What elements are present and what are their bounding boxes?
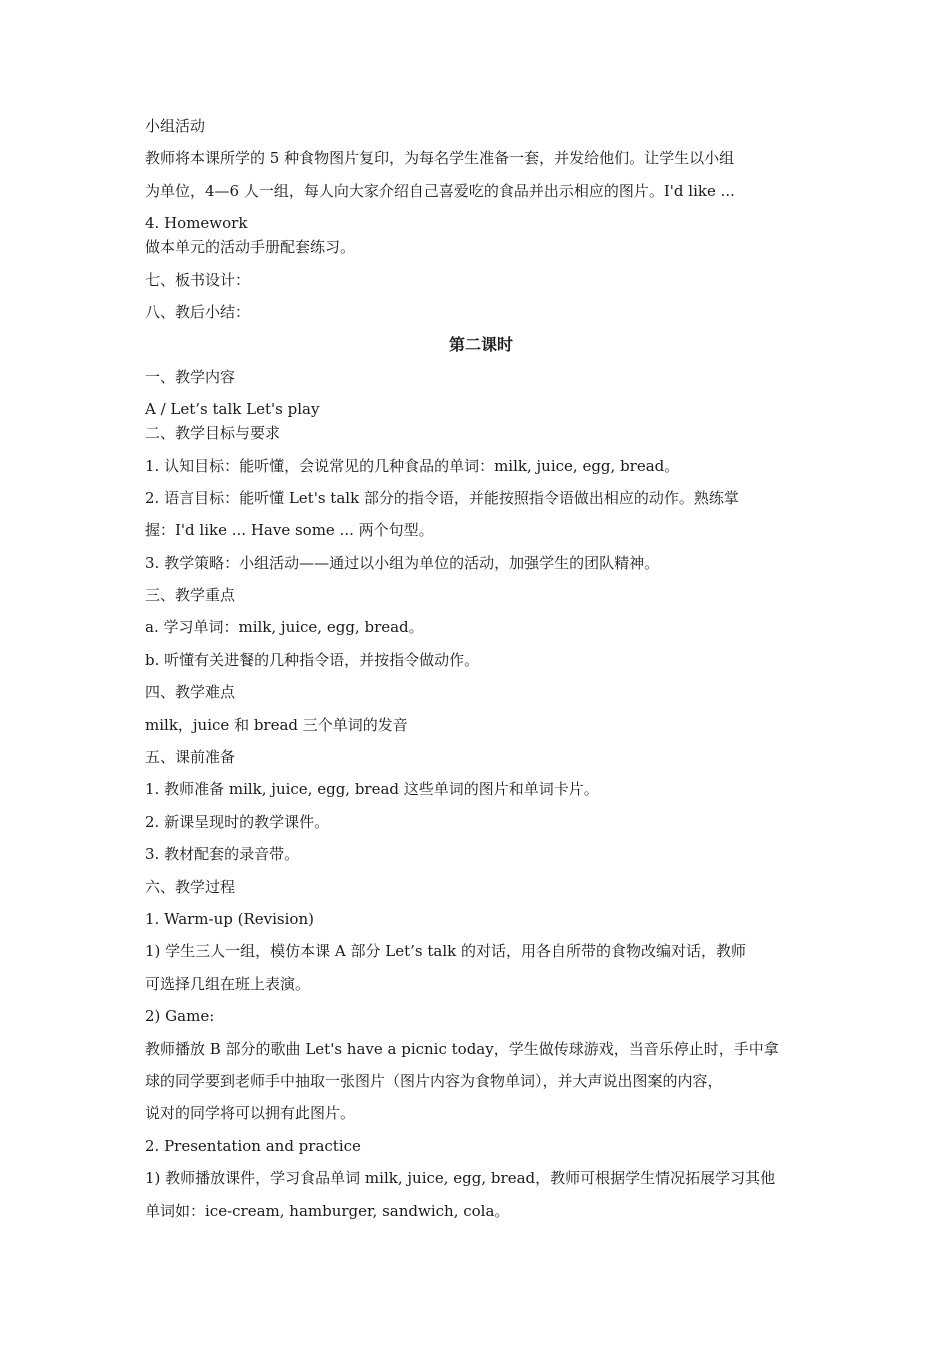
- text-line: 2. 新课呈现时的教学课件。: [145, 812, 330, 831]
- text-line: 1. 教师准备 milk, juice, egg, bread 这些单词的图片和单词卡片。: [145, 780, 599, 799]
- text-line: a. 学习单词：milk, juice, egg, bread。: [145, 618, 424, 637]
- text-line: 教师播放 B 部分的歌曲 Let's have a picnic today，学生做传球游戏，当音乐停止时，手中拿: [145, 1039, 779, 1058]
- text-line: 单词如：ice-cream, hamburger, sandwich, cola。: [145, 1201, 510, 1220]
- document-body: [145, 113, 825, 1230]
- text-line: 球的同学要到老师手中抽取一张图片（图片内容为食物单词），并大声说出图案的内容，: [145, 1071, 723, 1090]
- text-line: 3. 教学策略：小组活动——通过以小组为单位的活动，加强学生的团队精神。: [145, 553, 660, 572]
- text-line: 1) 教师播放课件，学习食品单词 milk, juice, egg, bread，教师可根据学生情况拓展学习其他: [145, 1169, 776, 1188]
- text-line: 八、教后小结：: [145, 302, 251, 321]
- text-line: 六、教学过程: [145, 877, 236, 896]
- text-line: 小组活动: [145, 117, 206, 135]
- text-line: 一、教学内容: [145, 367, 236, 386]
- text-line: 1. Warm-up (Revision): [145, 909, 314, 928]
- text-line: 七、板书设计：: [145, 270, 251, 289]
- text-line: milk，juice 和 bread 三个单词的发音: [145, 715, 408, 734]
- text-line: 做本单元的活动手册配套练习。: [145, 238, 356, 257]
- text-line: 二、教学目标与要求: [145, 424, 281, 443]
- text-line: b. 听懂有关进餐的几种指令语，并按指令做动作。: [145, 650, 480, 669]
- text-line: 2. 语言目标：能听懂 Let's talk 部分的指令语，并能按照指令语做出相应的动作。熟练掌: [145, 488, 739, 507]
- text-line: 1. 认知目标：能听懂，会说常见的几种食品的单词：milk, juice, egg, bread。: [145, 456, 680, 475]
- text-line: 2) Game:: [145, 1007, 215, 1026]
- text-line: 1) 学生三人一组，模仿本课 A 部分 Let’s talk 的对话，用各自所带的食物改编对话，教师: [145, 942, 747, 961]
- text-line: 为单位，4—6 人一组，每人向大家介绍自己喜爱吃的食品并出示相应的图片。I'd like ...: [145, 181, 735, 200]
- text-line: 三、教学重点: [145, 586, 236, 605]
- text-line: 教师将本课所学的 5 种食物图片复印，为每名学生准备一套，并发给他们。让学生以小组: [145, 149, 735, 168]
- text-line: 四、教学难点: [145, 683, 236, 702]
- text-line: 3. 教材配套的录音带。: [145, 845, 300, 864]
- section-heading: 第二课时: [448, 335, 513, 355]
- text-line: 可选择几组在班上表演。: [145, 974, 311, 993]
- text-line: 4. Homework: [145, 214, 248, 233]
- text-line: 说对的同学将可以拥有此图片。: [145, 1104, 356, 1123]
- text-line: 握：I'd like ... Have some ... 两个句型。: [145, 521, 434, 540]
- text-line: A / Let’s talk Let's play: [145, 400, 320, 419]
- text-line: 五、课前准备: [145, 748, 236, 767]
- text-line: 2. Presentation and practice: [145, 1136, 361, 1155]
